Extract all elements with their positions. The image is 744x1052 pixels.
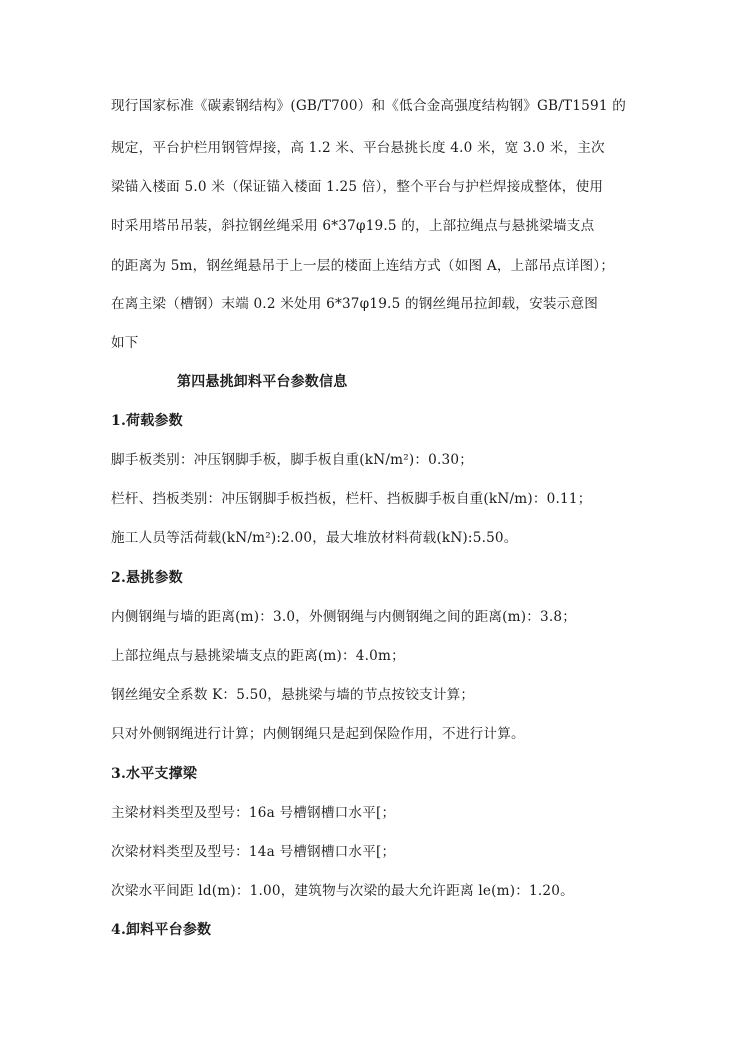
section-2-line-3: 钢丝绳安全系数 K：5.50，悬挑梁与墙的节点按铰支计算； <box>111 687 475 703</box>
intro-line-4: 时采用塔吊吊装，斜拉钢丝绳采用 6*37φ19.5 的，上部拉绳点与悬挑梁墙支点 <box>111 218 595 234</box>
section-2-line-1: 内侧钢绳与墙的距离(m)：3.0，外侧钢绳与内侧钢绳之间的距离(m)：3.8； <box>111 609 577 625</box>
intro-line-2: 规定，平台护栏用钢管焊接，高 1.2 米、平台悬挑长度 4.0 米，宽 3.0 米，主次 <box>111 140 605 156</box>
intro-line-6: 在离主梁（槽钢）末端 0.2 米处用 6*37φ19.5 的钢丝绳吊拉卸载，安装示意图 <box>111 296 599 312</box>
section-3-line-1: 主梁材料类型及型号：16a 号槽钢槽口水平[； <box>111 805 396 821</box>
intro-line-3: 梁锚入楼面 5.0 米（保证锚入楼面 1.25 倍），整个平台与护栏焊接成整体，使用 <box>111 179 604 195</box>
section-1-line-3: 施工人员等活荷载(kN/m²):2.00，最大堆放材料荷载(kN):5.50。 <box>111 530 518 546</box>
section-2-heading: 2.悬挑参数 <box>111 570 183 586</box>
section-4-heading: 4.卸料平台参数 <box>111 922 212 938</box>
section-3-heading: 3.水平支撑梁 <box>111 766 198 782</box>
section-1-line-2: 栏杆、挡板类别：冲压钢脚手板挡板，栏杆、挡板脚手板自重(kN/m)：0.11； <box>111 491 592 507</box>
intro-line-7: 如下 <box>111 335 139 351</box>
section-1-heading: 1.荷载参数 <box>111 413 183 429</box>
section-2-line-2: 上部拉绳点与悬挑梁墙支点的距离(m)：4.0m； <box>111 648 405 664</box>
chapter-title: 第四悬挑卸料平台参数信息 <box>177 374 348 390</box>
intro-line-5: 的距离为 5m，钢丝绳悬吊于上一层的楼面上连结方式（如图 A，上部吊点详图）； <box>111 258 615 274</box>
section-3-line-2: 次梁材料类型及型号：14a 号槽钢槽口水平[； <box>111 844 396 860</box>
intro-line-1: 现行国家标准《碳素钢结构》(GB/T700）和《低合金高强度结构钢》GB/T1591 的 <box>111 98 626 114</box>
section-3-line-3: 次梁水平间距 ld(m)：1.00，建筑物与次梁的最大允许距离 le(m)：1.20。 <box>111 883 574 899</box>
section-1-line-1: 脚手板类别：冲压钢脚手板，脚手板自重(kN/m²)：0.30； <box>111 452 473 468</box>
section-2-line-4: 只对外侧钢绳进行计算；内侧钢绳只是起到保险作用，不进行计算。 <box>111 726 525 742</box>
